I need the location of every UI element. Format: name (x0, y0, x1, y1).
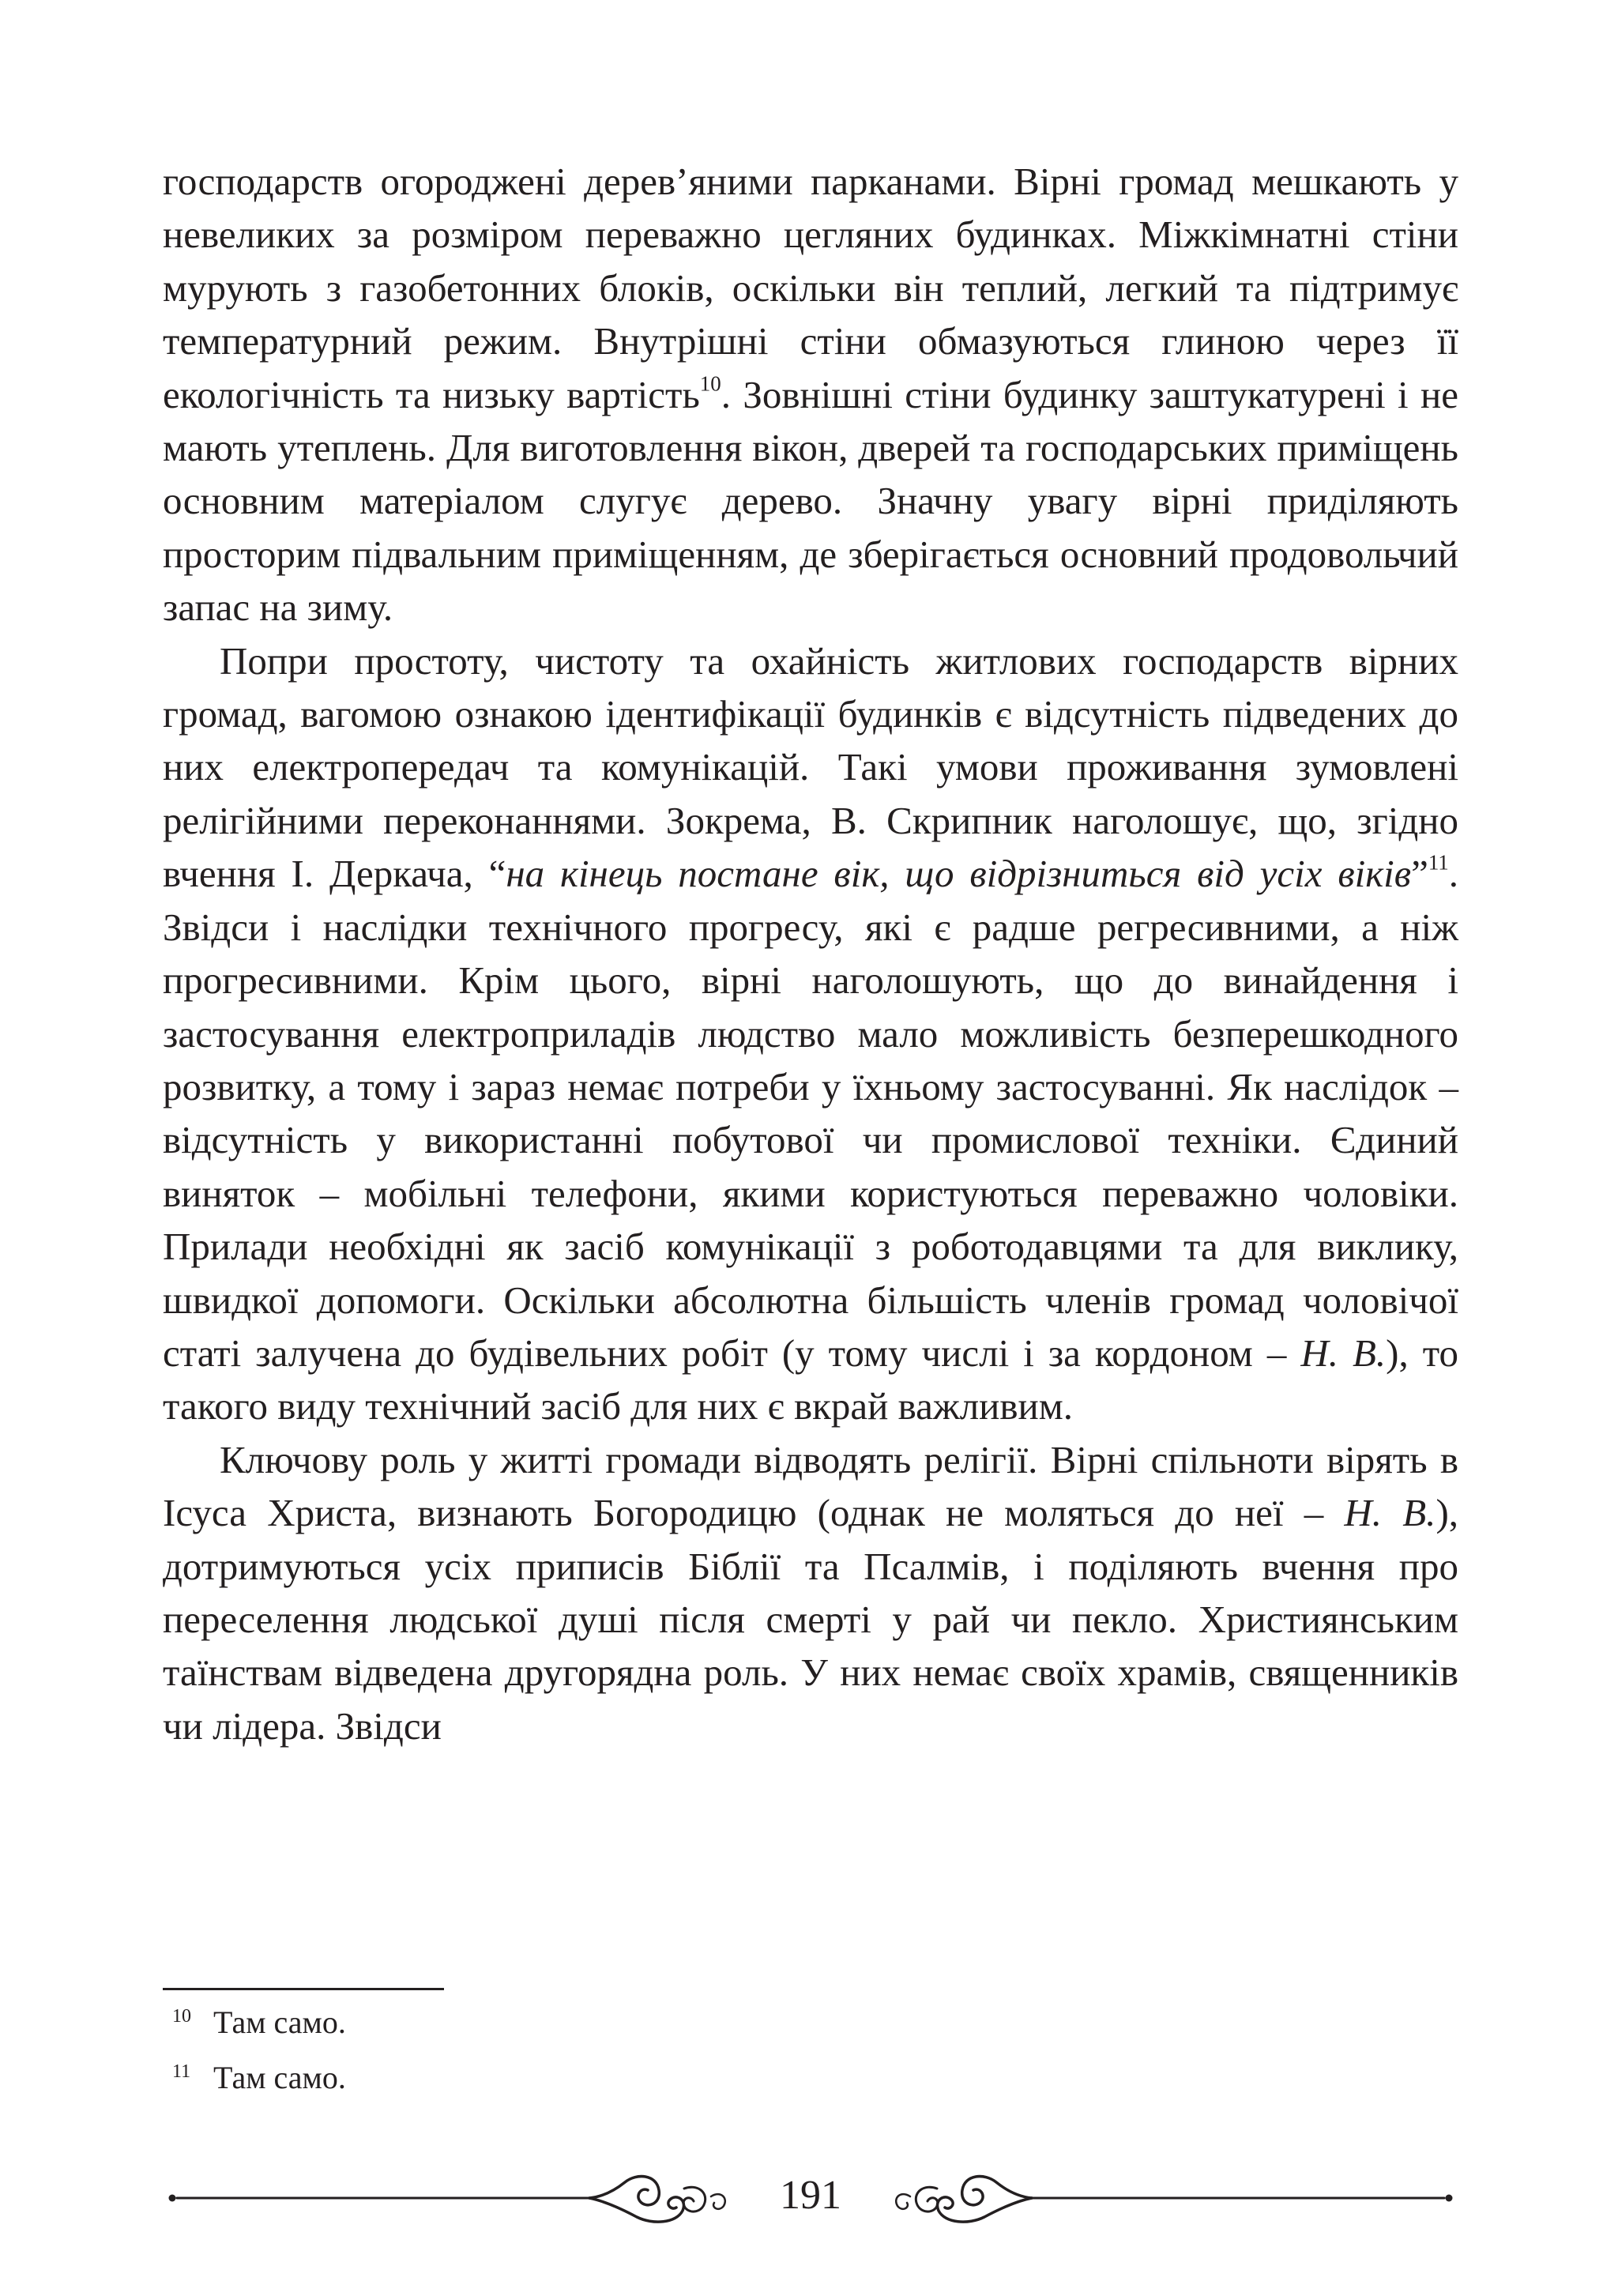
footnote-number: 10 (172, 2006, 191, 2027)
text-run: . Зовнішні стіни будинку заштукатурені і не мають утеплень. Для виготовлення вікон, дверей та господарських приміщень основним матеріалом слугує дерево. Значну увагу вірні приділяють просторим підвальним приміщенням, де зберігається основний продовольчий запас на зиму. (163, 372, 1458, 630)
footnote-number: 11 (172, 2061, 191, 2082)
italic-text: Н. В. (1344, 1491, 1436, 1535)
footnote-reference: 11 (1428, 850, 1449, 875)
footnote-text: Там само. (213, 2004, 346, 2040)
footnote-text: Там само. (213, 2060, 346, 2095)
text-run: господарств огороджені дерев’яними парканами. Вірні громад мешкають у невеликих за розміром переважно цегляних будинках. Міжкімнатні стіни мурують з газобетонних блоків, оскільки він теплий, легкий та підтримує температурний режим. Внутрішні стіни обмазуються глиною через її екологічність та низьку вартість (163, 160, 1458, 416)
page-footer (163, 2165, 1458, 2236)
text-run: ), дотримуються усіх приписів Біблії та Псалмів, і поділяють вчення про переселення людської душі після смерті у рай чи пекло. Християнським таїнствам відведена другорядна роль. У них немає своїх храмів, священників чи лідера. Звідси (163, 1491, 1459, 1748)
page-number: 191 (780, 2173, 841, 2218)
body-text (163, 155, 1458, 1752)
right-ornament-icon (890, 2165, 1458, 2236)
text-run: Ключову роль у житті громади відводять релігії. Вірні спільноти вірять в Ісуса Христа, визнають Богородицю (однак не моляться до неї – (163, 1437, 1458, 1535)
text-run: ” (1411, 852, 1428, 896)
paragraph (163, 634, 1458, 1433)
footnotes (163, 1997, 1458, 2108)
text-run: Попри простоту, чистоту та охайність житлових господарств вірних громад, вагомою ознакою ідентифікації будинків є відсутність підведених до них електропередач та комунікацій. Такі умови проживання зумовлені релігійними переконаннями. Зокрема, В. Скрипник наголошує, що, згідно вчення І. Деркача, “ (163, 638, 1458, 896)
footnote-reference: 10 (699, 371, 721, 396)
italic-text: на кінець постане вік, що відрізниться від усіх віків (506, 852, 1412, 896)
footnote-separator (163, 1988, 444, 1990)
text-run: . Звідси і наслідки технічного прогресу, які є радше регресивними, а ніж прогресивними. Крім цього, вірні наголошують, що до винайдення і застосування електроприладів людство мало можливість безперешкодного розвитку, а тому і зараз немає потреби у їхньому застосуванні. Як наслідок – відсутність у використанні побутової чи промислової техніки. Єдиний виняток – мобільні телефони, якими користуються переважно чоловіки. Прилади необхідні як засіб комунікації з роботодавцями та для виклику, швидкої допомоги. Оскільки абсолютна більшість членів громад чоловічої статі залучена до будівельних робіт (у тому числі і за кордоном – (163, 852, 1458, 1375)
italic-text: Н. В. (1300, 1331, 1387, 1375)
footnote (163, 1997, 1458, 2053)
footnote (163, 2053, 1458, 2108)
paragraph (163, 155, 1458, 634)
text-run: ), то такого виду технічний засіб для них є вкрай важливим. (163, 1331, 1458, 1428)
paragraph (163, 1433, 1458, 1752)
